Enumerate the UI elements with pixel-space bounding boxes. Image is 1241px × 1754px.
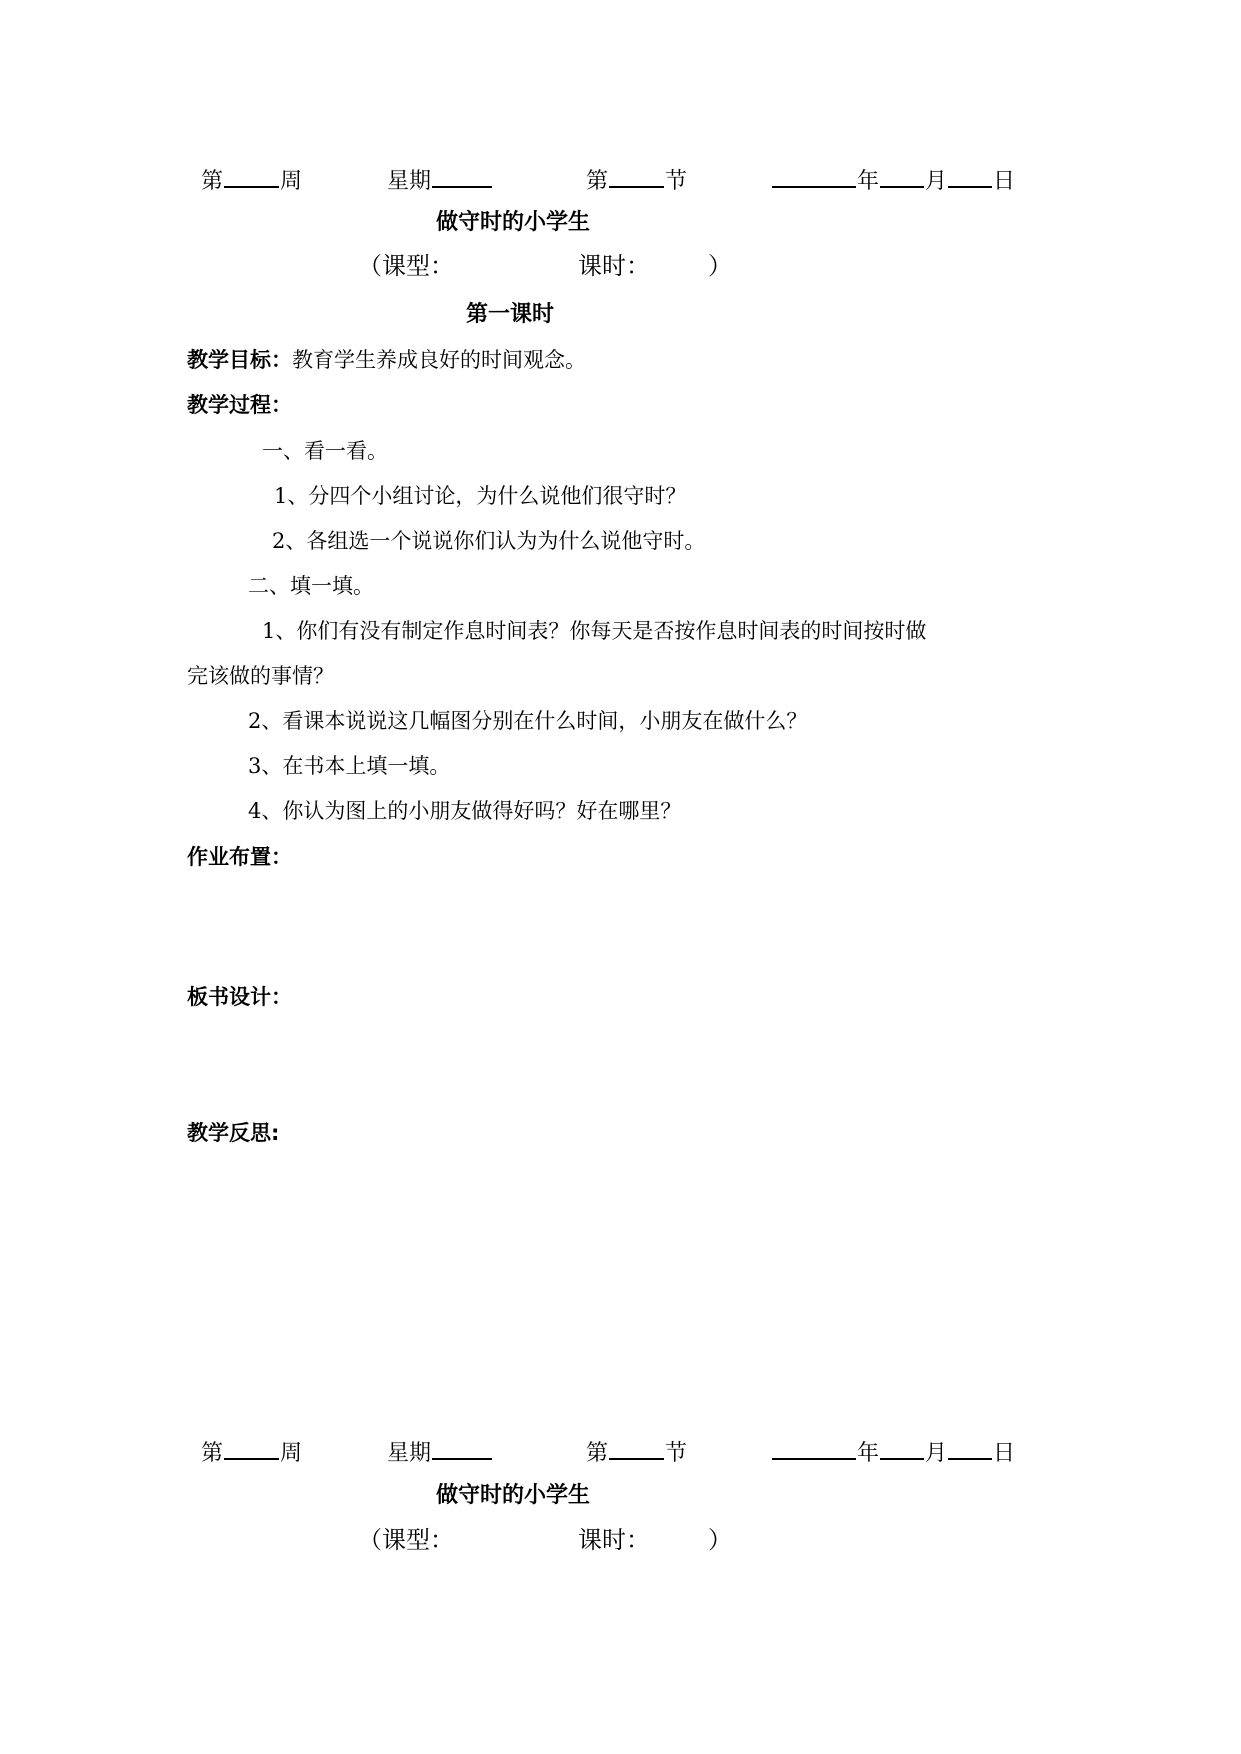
lesson-meta-close: ） (708, 252, 732, 280)
list-item: 3、在书本上填一填。 (248, 754, 451, 778)
list-item: 1、分四个小组讨论，为什么说他们很守时？ (274, 484, 687, 508)
header-period-2: 第 节 (586, 1434, 687, 1469)
header-weekday-2: 星期 (387, 1434, 493, 1469)
period-blank (609, 162, 664, 188)
list-item: 2、看课本说说这几幅图分别在什么时间，小朋友在做什么？ (248, 709, 808, 733)
lesson-title-2: 做守时的小学生 (436, 1483, 591, 1508)
part1-heading: 一、看一看。 (262, 439, 388, 463)
week-blank (224, 162, 279, 188)
header-period: 第 节 (586, 162, 687, 197)
lesson-meta-close-2: ） (708, 1526, 732, 1554)
list-item: 4、你认为图上的小朋友做得好吗？好在哪里？ (248, 799, 682, 823)
list-item: 2、各组选一个说说你们认为为什么说他守时。 (272, 529, 706, 553)
weekday-blank (432, 1434, 492, 1460)
part2-heading: 二、填一填。 (248, 574, 374, 598)
lesson-hours-label: 课时： (578, 252, 650, 280)
list-item-continuation: 完该做的事情？ (187, 664, 334, 688)
lesson-hours-label-2: 课时： (578, 1526, 650, 1554)
board-design-label: 板书设计： (187, 985, 292, 1009)
header-week-2: 第 周 (201, 1434, 302, 1469)
year-blank (772, 1434, 856, 1460)
day-blank (948, 1434, 992, 1460)
header-weekday: 星期 (387, 162, 493, 197)
lesson-title: 做守时的小学生 (436, 210, 591, 235)
teaching-goal (187, 345, 586, 375)
month-blank (880, 1434, 924, 1460)
month-blank (880, 162, 924, 188)
section-title: 第一课时 (466, 302, 555, 327)
day-blank (948, 162, 992, 188)
period-blank (609, 1434, 664, 1460)
process-label: 教学过程： (187, 393, 292, 417)
week-blank (224, 1434, 279, 1460)
header-date: 年 月 日 (771, 162, 1015, 197)
goal-text: 教育学生养成良好的时间观念。 (292, 348, 586, 372)
lesson-type-label-2: （课型： (358, 1526, 454, 1554)
header-week: 第 周 (201, 162, 302, 197)
list-item: 1、你们有没有制定作息时间表？你每天是否按作息时间表的时间按时做 (262, 619, 927, 643)
weekday-blank (432, 162, 492, 188)
header-date-2: 年 月 日 (771, 1434, 1015, 1469)
year-blank (772, 162, 856, 188)
homework-label: 作业布置： (187, 845, 292, 869)
goal-label: 教学目标： (187, 348, 292, 372)
lesson-type-label: （课型： (358, 252, 454, 280)
reflection-label: 教学反思: (187, 1121, 280, 1145)
